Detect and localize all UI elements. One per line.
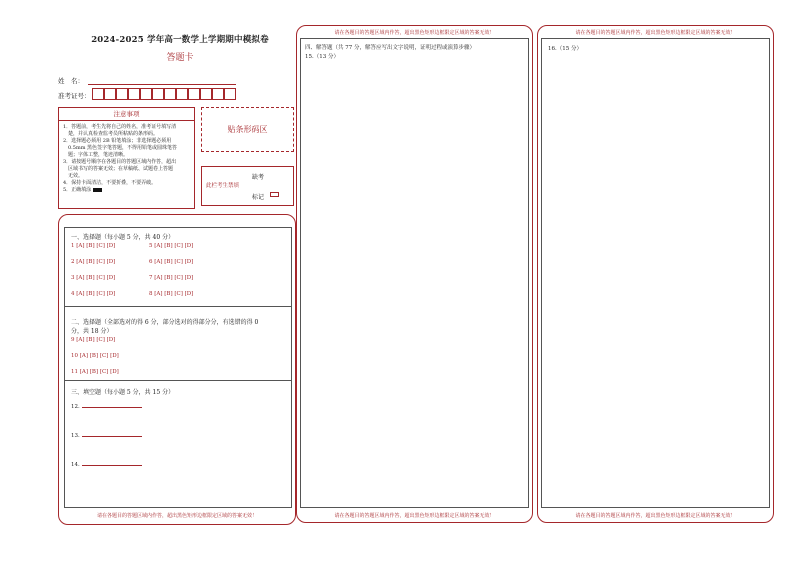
note-line: 无效。 <box>63 173 84 179</box>
absent-checkbox[interactable] <box>270 192 279 197</box>
choice-row[interactable]: 8 [A] [B] [C] [D] <box>149 291 194 297</box>
warning-text: 请在各题目的答题区域内作答，超出黑色矩形边框限定区域的答案无效！ <box>575 513 736 519</box>
name-label: 姓 名： <box>58 77 84 85</box>
choice-row[interactable]: 2 [A] [B] [C] [D] <box>71 259 116 265</box>
choice-row[interactable]: 10 [A] [B] [C] [D] <box>71 353 119 359</box>
answer-sheet-label: 答题卡 <box>166 53 194 63</box>
choice-row[interactable]: 9 [A] [B] [C] [D] <box>71 337 116 343</box>
fill-number: 14. <box>71 462 80 468</box>
fill-number: 12. <box>71 404 80 410</box>
warning-text: 请在各题目的答题区域内作答，超出黑色矩形边框限定区域的答案无效！ <box>334 30 495 36</box>
choice-row[interactable]: 5 [A] [B] [C] [D] <box>149 243 194 249</box>
exam-title: 2024-2025 学年高一数学上学期期中模拟卷 <box>91 35 269 45</box>
note-line: 3．请按题号顺序在各题目的答题区域内作答，超出 <box>63 159 177 165</box>
notes-heading: 注意事项 <box>59 108 194 121</box>
left-answer-region <box>64 227 292 508</box>
note-line: 1．答题前，考生先将自己的姓名，准考证号填写清 <box>63 124 177 130</box>
id-label: 准考证号： <box>58 92 91 100</box>
fill-number: 13. <box>71 433 80 439</box>
absent-label: 缺考 <box>252 174 265 181</box>
absent-mark-label: 标记 <box>252 194 265 201</box>
choice-row[interactable]: 3 [A] [B] [C] [D] <box>71 275 116 281</box>
divider <box>65 380 291 381</box>
note-line: 题；字体工整，笔迹清晰。 <box>63 152 129 158</box>
fill-item-13 <box>71 433 142 439</box>
choice-row[interactable]: 7 [A] [B] [C] [D] <box>149 275 194 281</box>
choice-row[interactable]: 1 [A] [B] [C] [D] <box>71 243 116 249</box>
fill-item-14 <box>71 462 142 468</box>
note-line: 0.5mm 黑色签字笔答题，不得用铅笔或圆珠笔答 <box>63 145 178 151</box>
warning-text: 请在各题目的答题区域内作答，超出黑色矩形边框限定区域的答案无效！ <box>575 30 736 36</box>
note-line: 2．选择题必须用 2B 铅笔填涂；非选择题必须用 <box>63 138 172 144</box>
absent-panel <box>201 166 294 206</box>
note-line <box>63 187 190 194</box>
question-16: 16.（15 分） <box>548 46 582 52</box>
warning-text: 请在各题目的答题区域内作答，超出黑色矩形边框限定区域的答案无效！ <box>96 513 257 519</box>
section2-title-line2: 分，共 18 分） <box>71 328 113 335</box>
note-line: 4．保持卡面清洁，不要折叠，不要弄破。 <box>63 180 157 186</box>
fill-blank[interactable] <box>82 436 142 437</box>
fill-item-12 <box>71 404 142 410</box>
question-15: 15.（13 分） <box>305 54 339 60</box>
section2-title-line1: 二、选择题（全部选对的得 6 分，部分选对的得部分分，有选错的得 0 <box>71 319 259 326</box>
section1-title: 一、选择题（每小题 5 分，共 40 分） <box>71 234 175 241</box>
middle-answer-region[interactable] <box>300 38 529 508</box>
choice-row[interactable]: 11 [A] [B] [C] [D] <box>71 369 119 375</box>
absent-forbidden-label: 此栏考生禁填 <box>206 183 240 189</box>
fill-blank[interactable] <box>82 465 142 466</box>
section3-title: 三、填空题（每小题 5 分，共 15 分） <box>71 389 175 396</box>
divider <box>65 306 291 307</box>
section4-title: 四、解答题（共 77 分，解答应写出文字说明，证明过程或演算步骤） <box>305 45 475 51</box>
choice-row[interactable]: 4 [A] [B] [C] [D] <box>71 291 116 297</box>
right-answer-region[interactable] <box>541 38 770 508</box>
barcode-area: 贴条形码区 <box>201 107 294 152</box>
choice-row[interactable]: 6 [A] [B] [C] [D] <box>149 259 194 265</box>
note-line: 区域书写的答案无效；在草稿纸、试题卷上答题 <box>63 166 174 172</box>
note-line: 楚，并认真检查监考员所粘贴的条形码。 <box>63 131 159 137</box>
correct-fill-label: 5．正确填涂 <box>63 187 92 193</box>
warning-text: 请在各题目的答题区域内作答，超出黑色矩形边框限定区域的答案无效！ <box>334 513 495 519</box>
name-field[interactable] <box>88 84 236 85</box>
fill-blank[interactable] <box>82 407 142 408</box>
notes-panel <box>58 107 195 209</box>
filled-mark-example <box>93 188 102 192</box>
